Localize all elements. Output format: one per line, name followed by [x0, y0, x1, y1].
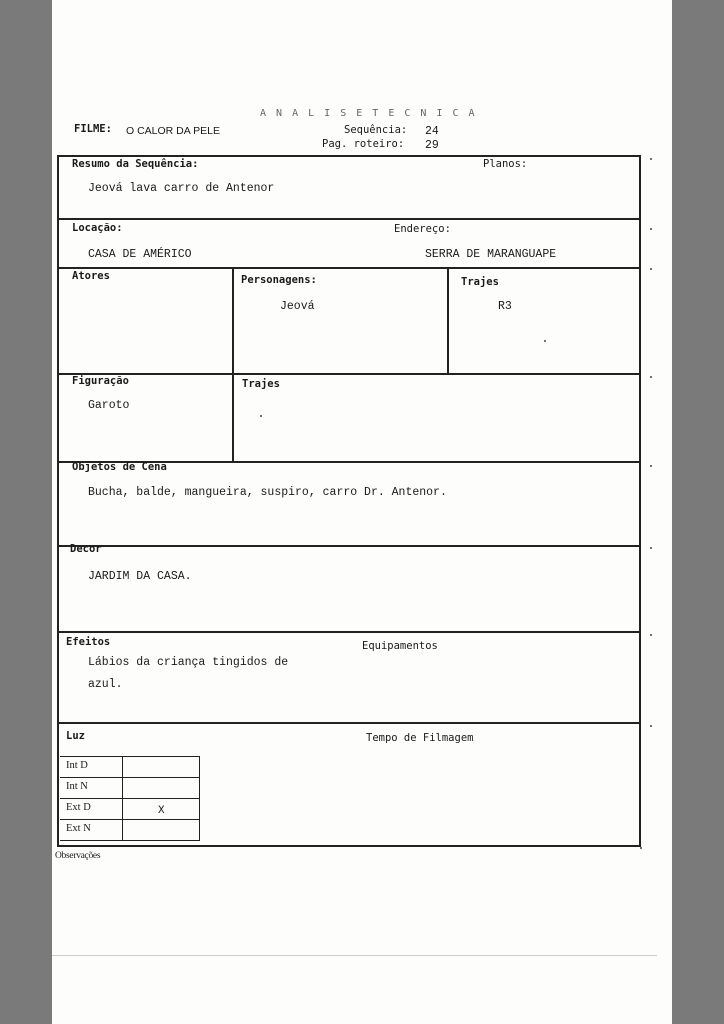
filme-label: FILME: [74, 123, 112, 135]
luz-row-label: Int D [66, 760, 88, 771]
atores-label: Atores [72, 270, 110, 282]
form-title: A N A L I S E T E C N I C A [260, 108, 477, 119]
speck [650, 268, 652, 270]
objetos-value: Bucha, balde, mangueira, suspiro, carro Dr. Antenor. [88, 486, 447, 499]
speck [650, 228, 652, 230]
equipamentos-label: Equipamentos [362, 640, 438, 652]
luz-label: Luz [66, 730, 85, 742]
observacoes-label: Observações [55, 851, 101, 861]
personagens-value: Jeová [280, 300, 315, 313]
filme-value: O CALOR DA PELE [126, 125, 220, 137]
speck [650, 634, 652, 636]
speck [640, 847, 642, 849]
locacao-label: Locação: [72, 222, 123, 234]
luz-grid [60, 756, 200, 842]
figuracao-value: Garoto [88, 399, 130, 412]
luz-row-label: Ext N [66, 823, 91, 834]
figuracao-trajes-label: Trajes [242, 378, 280, 390]
form-page [52, 0, 672, 1024]
planos-label: Planos: [483, 158, 528, 170]
efeitos-line2: azul. [88, 678, 123, 691]
speck [260, 415, 262, 417]
luz-row-label: Ext D [66, 802, 91, 813]
speck [650, 376, 652, 378]
endereco-label: Endereço: [394, 223, 451, 235]
pag-roteiro-label: Pag. roteiro: [322, 138, 405, 150]
sequencia-label: Sequência: [344, 124, 408, 136]
trajes-value: R3 [498, 300, 512, 313]
resumo-text: Jeová lava carro de Antenor [88, 182, 275, 195]
pag-roteiro-value: 29 [425, 139, 439, 152]
endereco-value: SERRA DE MARANGUAPE [425, 248, 557, 261]
speck [544, 340, 546, 342]
locacao-value: CASA DE AMÉRICO [88, 248, 192, 261]
efeitos-label: Efeitos [66, 636, 111, 648]
speck [650, 547, 652, 549]
decor-label: Decor [70, 543, 102, 555]
speck [650, 465, 652, 467]
decor-value: JARDIM DA CASA. [88, 570, 192, 583]
figuracao-label: Figuração [72, 375, 129, 387]
luz-row-mark: X [158, 805, 165, 817]
efeitos-line1: Lábios da criança tingidos de [88, 656, 289, 669]
speck [650, 158, 652, 160]
trajes-label: Trajes [461, 276, 499, 288]
sequencia-value: 24 [425, 125, 439, 138]
objetos-label: Objetos de Cena [72, 461, 167, 473]
resumo-label: Resumo da Sequência: [72, 158, 199, 170]
speck [650, 725, 652, 727]
luz-row-label: Int N [66, 781, 88, 792]
personagens-label: Personagens: [241, 274, 317, 286]
tempo-filmagem-label: Tempo de Filmagem [366, 732, 474, 744]
